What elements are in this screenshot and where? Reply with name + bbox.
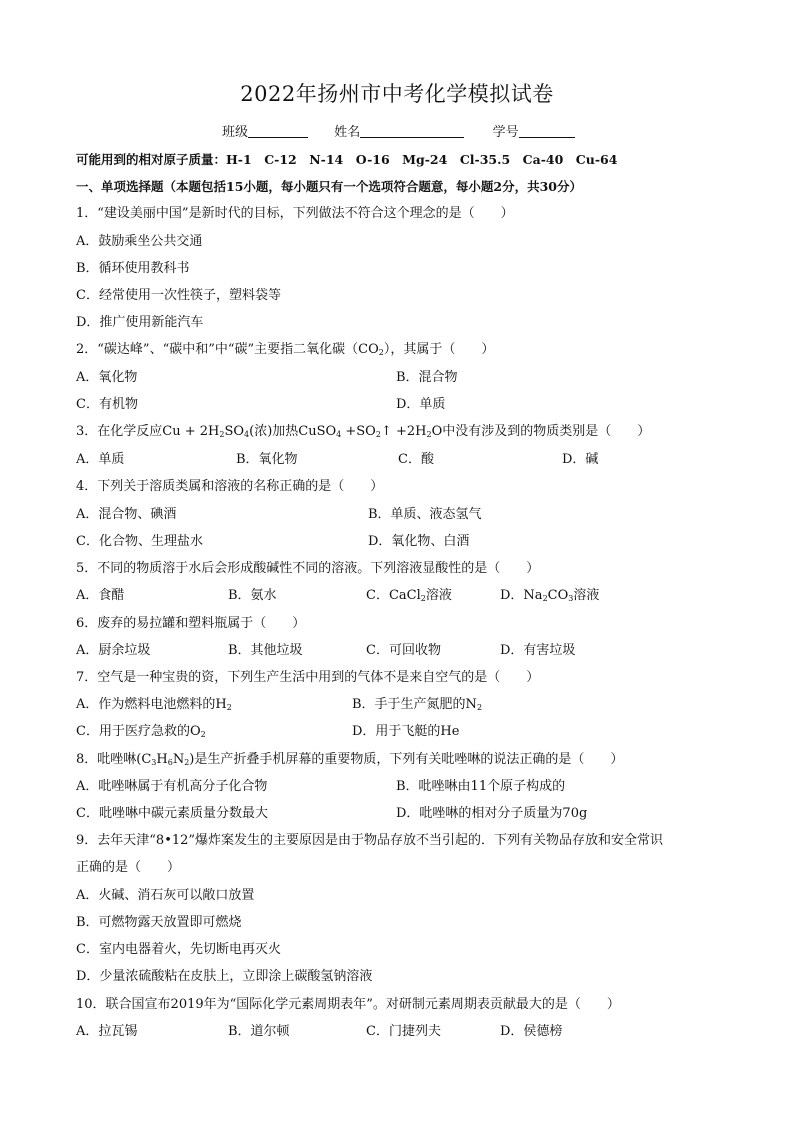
question-6-stem: 6．废弃的易拉罐和塑料瓶属于（ ） [76, 616, 306, 631]
section-heading: 一、单项选择题（本题包括15小题，每小题只有一个选项符合题意，每小题2分，共30分） [76, 179, 582, 194]
student-info-line [222, 125, 575, 141]
question-4-option-a: A．混合物、碘酒 [76, 507, 177, 522]
class-blank [248, 125, 308, 138]
question-4-option-d: D．氧化物、白酒 [368, 534, 470, 549]
question-3-option-b: B．氧化物 [236, 452, 298, 467]
question-2-stem: 2．“碳达峰”、“碳中和”中“碳”主要指二氧化碳$(CO_2)$，其属于（ ） [76, 342, 495, 357]
question-9-option-c: C．室内电器着火，先切断电再灭火 [76, 942, 281, 957]
question-2-option-b: B．混合物 [396, 370, 458, 385]
question-6-option-d: D．有害垃圾 [500, 643, 576, 658]
question-5-option-c: C．CaCl$_2$溶液 [366, 588, 452, 603]
question-1-option-a: A．鼓励乘坐公共交通 [76, 234, 203, 249]
question-10-option-b: B．道尔顿 [228, 1024, 290, 1039]
question-3-option-a: A．单质 [76, 452, 125, 467]
question-5-option-d: D．$Na_2CO_3$溶液 [500, 588, 600, 603]
question-6-option-b: B．其他垃圾 [228, 643, 303, 658]
id-blank [519, 125, 575, 138]
question-5-option-a: A．食醋 [76, 588, 125, 603]
question-8-option-a: A．吡唑啉属于有机高分子化合物 [76, 779, 268, 794]
question-8-option-b: B．吡唑啉由11个原子构成的 [396, 779, 566, 794]
question-1-stem: 1．“建设美丽中国”是新时代的目标，下列做法不符合这个理念的是（ ） [76, 206, 514, 221]
question-9-option-b: B．可燃物露天放置即可燃烧 [76, 915, 242, 930]
atomic-masses: 可能用到的相对原子质量：H-1 C-12 N-14 O-16 Mg-24 Cl-35.5 Ca-40 Cu-64 [76, 152, 618, 167]
question-5-option-b: B．氨水 [228, 588, 277, 603]
name-label: 姓名 [334, 125, 361, 140]
question-9-option-d: D．少量浓硫酸粘在皮肤上，立即涂上碳酸氢钠溶液 [76, 969, 373, 984]
question-6-option-c: C．可回收物 [366, 643, 441, 658]
question-3-option-d: D．碱 [562, 452, 599, 467]
question-9-stem-line2: 正确的是（ ） [76, 860, 181, 875]
question-7-option-a: A．作为燃料电池燃料的$H_2$ [76, 697, 232, 712]
question-1-option-c: C．经常使用一次性筷子，塑料袋等 [76, 288, 281, 303]
question-6-option-a: A．厨余垃圾 [76, 643, 151, 658]
question-2-option-d: D．单质 [396, 397, 446, 412]
question-10-option-c: C．门捷列夫 [366, 1024, 441, 1039]
question-7-stem: 7．空气是一种宝贵的资，下列生产生活中用到的气体不是来自空气的是（ ） [76, 670, 540, 685]
name-blank [360, 125, 464, 138]
question-10-stem: 10．联合国宣布2019年为“国际化学元素周期表年”。对研制元素周期表贡献最大的是（ ） [76, 997, 620, 1012]
question-10-option-d: D．侯德榜 [500, 1024, 563, 1039]
question-5-stem: 5．不同的物质溶于水后会形成酸碱性不同的溶液。下列溶液显酸性的是（ ） [76, 561, 540, 576]
question-9-stem-line1: 9．去年天津“8•12”爆炸案发生的主要原因是由于物品存放不当引起的．下列有关物品存放和安全常识 [76, 833, 664, 848]
question-7-option-b: B．手于生产氮肥的$N_2$ [352, 697, 483, 712]
id-label: 学号 [492, 125, 519, 140]
question-1-option-b: B．循环使用教科书 [76, 261, 190, 276]
question-8-option-d: D．吡唑啉的相对分子质量为70g [396, 806, 588, 821]
question-4-option-c: C．化合物、生理盐水 [76, 534, 203, 549]
question-2-option-a: A．氧化物 [76, 370, 138, 385]
question-10-option-a: A．拉瓦锡 [76, 1024, 138, 1039]
question-7-option-c: C．用于医疗急救的$O_2$ [76, 724, 206, 739]
class-label: 班级 [222, 125, 249, 140]
question-8-stem: 8．吡唑啉$(C_3H_6N_2)$是生产折叠手机屏幕的重要物质，下列有关吡唑啉的说法正确的是（ ） [76, 752, 624, 767]
question-4-option-b: B．单质、液态氢气 [368, 507, 482, 522]
exam-title: 2022年扬州市中考化学模拟试卷 [240, 82, 554, 106]
question-7-option-d: D．用于飞艇的He [352, 724, 460, 739]
question-9-option-a: A．火碱、消石灰可以敞口放置 [76, 888, 255, 903]
question-3-stem: 3．在化学反应$Cu + 2H_2SO_4$(浓)加热CuSO$_4$ $+SO_2↑ +2H_2O$中没有涉及到的物质类别是（ ） [76, 424, 651, 439]
question-3-option-c: C．酸 [398, 452, 434, 467]
question-8-option-c: C．吡唑啉中碳元素质量分数最大 [76, 806, 268, 821]
question-2-option-c: C．有机物 [76, 397, 138, 412]
question-4-stem: 4．下列关于溶质类属和溶液的名称正确的是（ ） [76, 479, 384, 494]
question-1-option-d: D．推广使用新能汽车 [76, 315, 204, 330]
